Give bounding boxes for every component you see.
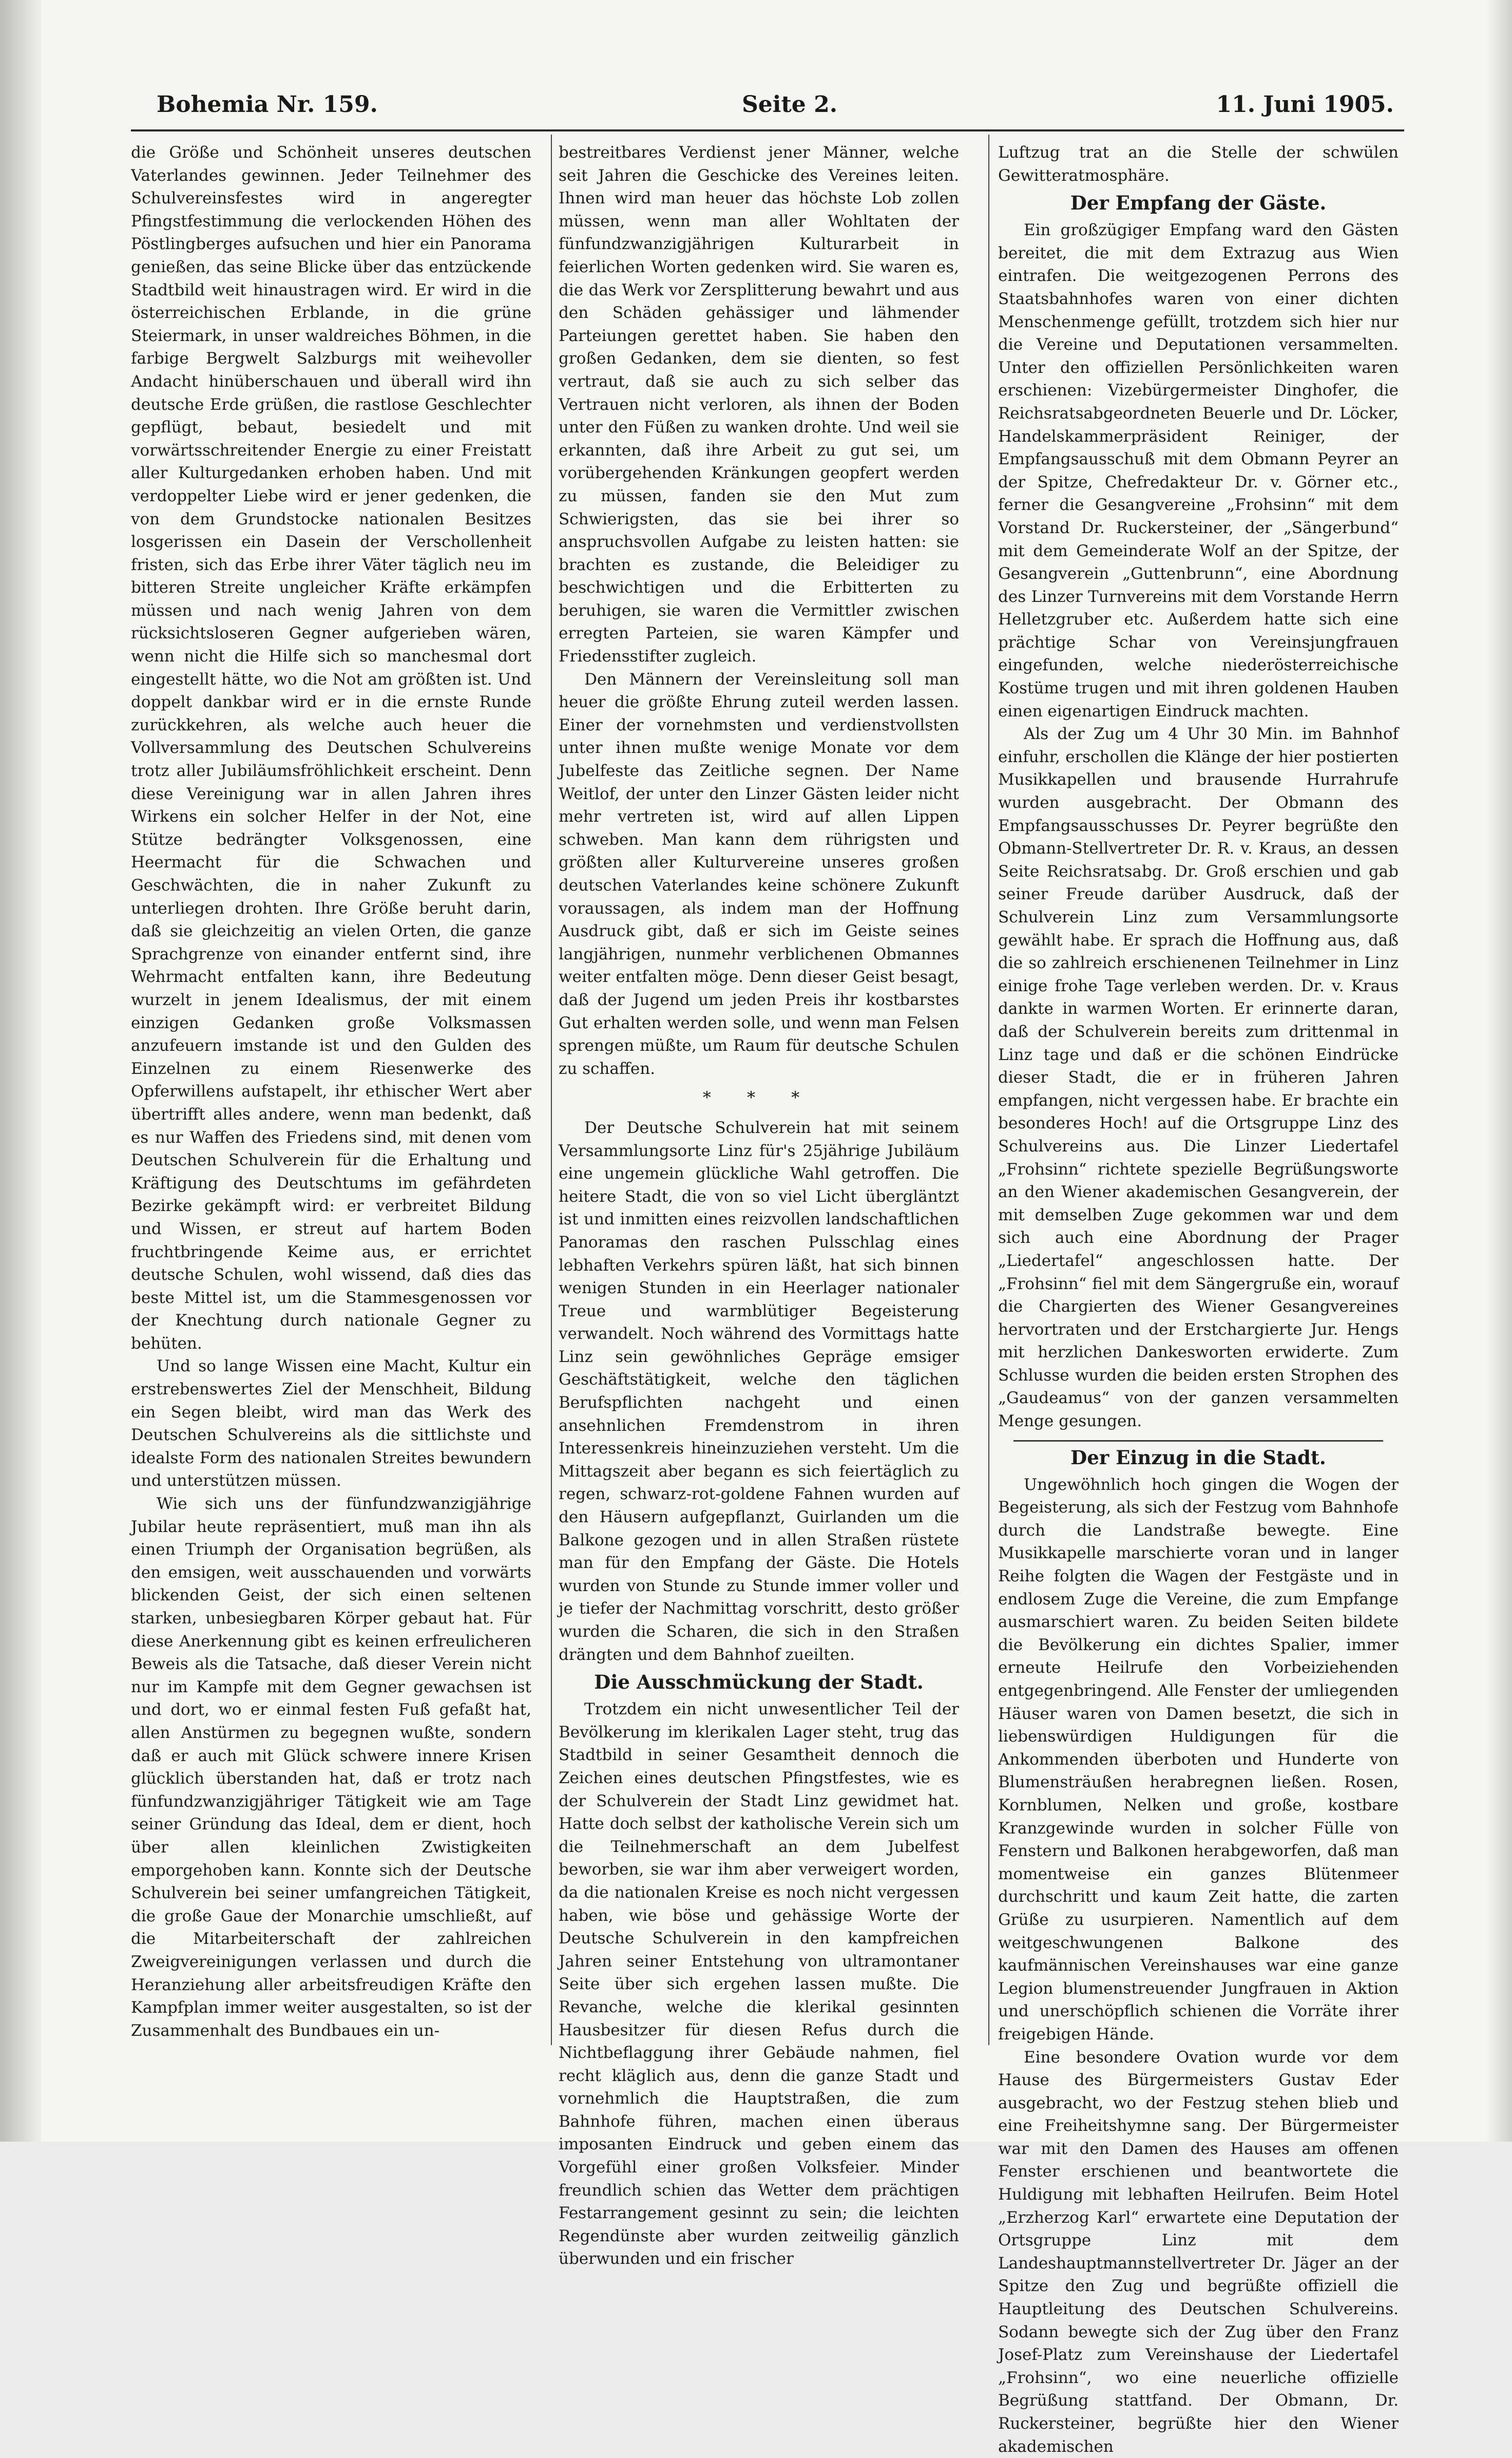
section-rule [1013, 1440, 1383, 1442]
article-column-2 [559, 141, 959, 2052]
issue-date: 11. Juni 1905. [1216, 91, 1394, 118]
page-header [157, 91, 1394, 122]
column-divider [551, 135, 552, 2045]
header-rule [131, 129, 1404, 131]
paragraph: die Größe und Schönheit unseres deutschen Vaterlandes gewinnen. Jeder Teilnehmer des Schulvereinsfestes wird in angeregter Pfingstfestimmung die verlockenden Höhen des Pöstlingberges aufsuchen und hier ein Panorama genießen, das seine Blicke über das entzückende Stadtbild weit hinaustragen wird. Er wird in die österreichischen Erblande, in die grüne Steiermark, in unser waldreiches Böhmen, in die farbige Bergwelt Salzburgs mit weihevoller Andacht hinüberschauen und überall wird ihn deutsche Erde grüßen, die rastlose Geschlechter gepflügt, bebaut, besiedelt und mit vorwärtsschreitender Energie zu einer Freistatt aller Kulturgedanken erhoben haben. Und mit verdoppelter Liebe wird er jener gedenken, die von dem Grundstocke nationalen Besitzes losgerissen ein Dasein der Verschollenheit fristen, sich das Erbe ihrer Väter täglich neu im bitteren Streite ungleicher Kräfte erkämpfen müssen und nach wenig Jahren von dem rücksichtsloseren Gegner aufgerieben wären, wenn nicht die Hilfe sich so manchesmal dort eingestellt hätte, wo die Not am größten ist. Und doppelt dankbar wird er in die ernste Runde zurückkehren, als welche auch heuer die Vollversammlung des Deutschen Schulvereins trotz aller Jubiläumsfröhlichkeit erscheint. Denn diese Vereinigung war in allen Jahren ihres Wirkens ein solcher Helfer in der Not, eine Stütze bedrängter Volksgenossen, eine Heermacht für die Schwachen und Geschwächten, die in naher Zukunft zu unterliegen drohten. Ihre Größe beruht darin, daß sie gleichzeitig an vielen Orten, die ganze Sprachgrenze von einander entfernt sind, ihre Wehrmacht entfalten kann, ihre Bedeutung wurzelt in jenem Idealismus, der mit einem einzigen Gedanken große Volksmassen anzufeuern imstande ist und den Gulden des Einzelnen zu einem Riesenwerke des Opferwillens aufstapelt, ihr ethischer Wert aber übertrifft alles andere, wenn man bedenkt, daß es nur Waffen des Friedens sind, mit denen vom Deutschen Schulverein für die Erhaltung und Kräftigung des Deutschtums im gefährdeten Bezirke gekämpft wird: er verbreitet Bildung und Wissen, er streut auf hartem Boden fruchtbringende Keime aus, er errichtet deutsche Schulen, wohl wissend, daß dies das beste Mittel ist, um die Stammesgenossen vor der Knechtung durch nationale Gegner zu behüten. [131, 141, 531, 1355]
paragraph: Luftzug trat an die Stelle der schwülen Gewitteratmosphäre. [998, 141, 1399, 187]
column-divider [988, 135, 989, 2045]
article-column-3 [998, 141, 1399, 2052]
masthead-issue: Bohemia Nr. 159. [157, 91, 378, 118]
paragraph: Ein großzügiger Empfang ward den Gästen bereitet, die mit dem Extrazug aus Wien eintrafen. Die weitgezogenen Perrons des Staatsbahnhofes waren von einer dichten Menschenmenge gefüllt, trotzdem sich hier nur die Vereine und Deputationen versammelten. Unter den offiziellen Persönlichkeiten waren erschienen: Vizebürgermeister Dinghofer, die Reichsratsabgeordneten Beuerle und Dr. Löcker, Handelskammerpräsident Reiniger, der Empfangsausschuß mit dem Obmann Peyrer an der Spitze, Chefredakteur Dr. v. Görner etc., ferner die Gesangvereine „Frohsinn“ mit dem Vorstand Dr. Ruckersteiner, der „Sängerbund“ mit dem Gemeinderate Wolf an der Spitze, der Gesangverein „Guttenbrunn“, eine Abordnung des Linzer Turnvereins mit dem Vorstande Herrn Helletzgruber etc. Außerdem hatte sich eine prächtige Schar von Vereinsjungfrauen eingefunden, welche niederösterreichische Kostüme trugen und mit ihren goldenen Hauben einen eigenartigen Eindruck machten. [998, 219, 1399, 723]
paragraph: Wie sich uns der fünfundzwanzigjährige Jubilar heute repräsentiert, muß man ihn als einen Triumph der Organisation begrüßen, als den emsigen, weit ausschauenden und vorwärts blickenden Geist, der sich einen seltenen starken, unbesiegbaren Körper gebaut hat. Für diese Anerkennung gibt es keinen erfreulicheren Beweis als die Tatsache, daß dieser Verein nicht nur im Kampfe mit dem Gegner gewachsen ist und dort, wo er einmal festen Fuß gefaßt hat, allen Anstürmen zu begegnen wußte, sondern daß er auch mit Glück schwere innere Krisen glücklich überstanden hat, daß er trotz nach fünfundzwanzigjähriger Tätigkeit wie am Tage seiner Gründung das Ideal, dem er dient, hoch über allen kleinlichen Zwistigkeiten emporgehoben kann. Konnte sich der Deutsche Schulverein bei seiner umfangreichen Tätigkeit, die große Gaue der Monarchie umschließt, auf die Mitarbeiterschaft der zahlreichen Zweigvereinigungen verlassen und durch die Heranziehung aller arbeitsfreudigen Kräfte den Kampfplan immer weiter ausgestalten, so ist der Zusammenhalt des Bundbaues ein un- [131, 1492, 531, 2042]
paragraph: Eine besondere Ovation wurde vor dem Hause des Bürgermeisters Gustav Eder ausgebracht, wo der Festzug stehen blieb und eine Freiheitshymne sang. Der Bürgermeister war mit den Damen des Hauses am offenen Fenster erschienen und beantwortete die Huldigung mit lebhaften Heilrufen. Beim Hotel „Erzherzog Karl“ erwartete eine Deputation der Ortsgruppe Linz mit dem Landeshauptmannstellvertreter Dr. Jäger an der Spitze den Zug und begrüßte offiziell die Hauptleitung des Deutschen Schulvereins. Sodann bewegte sich der Zug über den Franz Josef-Platz zum Vereinshause der Liedertafel „Frohsinn“, wo eine neuerliche offizielle Begrüßung stattfand. Der Obmann, Dr. Ruckersteiner, begrüßte hier den Wiener akademischen [998, 2046, 1399, 2458]
section-separator: * * * [559, 1086, 959, 1109]
section-heading-decoration: Die Ausschmückung der Stadt. [559, 1669, 959, 1695]
paragraph: Und so lange Wissen eine Macht, Kultur ein erstrebenswertes Ziel der Menschheit, Bildung ein Segen bleibt, wird man das Werk des Deutschen Schulvereins als die sittlichste und idealste Form des nationalen Streites bewundern und unterstützen müssen. [131, 1355, 531, 1492]
paragraph: Als der Zug um 4 Uhr 30 Min. im Bahnhof einfuhr, erschollen die Klänge der hier postierten Musikkapellen und brausende Hurrahrufe wurden ausgebracht. Der Obmann des Empfangsausschusses Dr. Peyrer begrüßte den Obmann-Stellvertreter Dr. R. v. Kraus, an dessen Seite Reichsratsabg. Dr. Groß erschien und gab seiner Freude darüber Ausdruck, daß der Schulverein Linz zum Versammlungsorte gewählt habe. Er sprach die Hoffnung aus, daß die so zahlreich erschienenen Teilnehmer in Linz einige frohe Tage verleben werden. Dr. v. Kraus dankte in warmen Worten. Er erinnerte daran, daß der Schulverein bereits zum drittenmal in Linz tage und daß er die schönen Eindrücke dieser Stadt, die er in früheren Jahren empfangen, nicht vergessen habe. Er brachte ein besonderes Hoch! auf die Ortsgruppe Linz des Schulvereins aus. Die Linzer Liedertafel „Frohsinn“ richtete spezielle Begrüßungsworte an den Wiener akademischen Gesangverein, der mit demselben Zuge gekommen war und dem sich auch eine Abordnung der Prager „Liedertafel“ angeschlossen hatte. Der „Frohsinn“ fiel mit dem Sängergruße ein, worauf die Chargierten des Wiener Gesangvereines hervortraten und der Erstchargierte Jur. Hengs mit herzlichen Dankesworten erwiderte. Zum Schlusse wurden die beiden ersten Strophen des „Gaudeamus“ von der ganzen versammelten Menge gesungen. [998, 723, 1399, 1432]
paragraph: Trotzdem ein nicht unwesentlicher Teil der Bevölkerung im klerikalen Lager steht, trug das Stadtbild in seiner Gesamtheit dennoch die Zeichen eines deutschen Pfingstfestes, wie es der Schulverein der Stadt Linz gewidmet hat. Hatte doch selbst der katholische Verein sich um die Teilnehmerschaft an dem Jubelfest beworben, sie war ihm aber verweigert worden, da die nationalen Kreise es noch nicht vergessen haben, wie böse und gehässige Worte der Deutsche Schulverein in den kampfreichen Jahren seiner Entstehung von ultramontaner Seite über sich ergehen lassen mußte. Die Revanche, welche die klerikal gesinnten Hausbesitzer für diesen Refus durch die Nichtbeflaggung ihrer Gebäude nahmen, fiel recht kläglich aus, denn die ganze Stadt und vornehmlich die Hauptstraßen, die zum Bahnhofe führen, machen einen überaus imposanten Eindruck und geben einem das Vorgefühl einer großen Volksfeier. Minder freundlich schien das Wetter dem prächtigen Festarrangement gesinnt zu sein; die leichten Regendünste aber wurden zeitweilig gänzlich überwunden und ein frischer [559, 1698, 959, 2271]
paragraph: bestreitbares Verdienst jener Männer, welche seit Jahren die Geschicke des Vereines leiten. Ihnen wird man heuer das höchste Lob zollen müssen, wenn man aller Wohltaten der fünfundzwanzigjährigen Kulturarbeit in feierlichen Worten gedenken wird. Sie waren es, die das Werk vor Zersplitterung bewahrt und aus den Schäden gehässiger und lähmender Parteiungen gerettet haben. Sie haben den großen Gedanken, dem sie dienten, so fest vertraut, daß sie auch zu sich selber das Vertrauen nicht verloren, als ihnen der Boden unter den Füßen zu wanken drohte. Und weil sie erkannten, daß ihre Arbeit zu gut sei, um vorübergehenden Kränkungen geopfert werden zu müssen, fanden sie den Mut zum Schwierigsten, das sie bei ihrer so anspruchsvollen Aufgabe zu leisten hatten: sie brachten es zustande, die Beleidiger zu beschwichtigen und die Erbitterten zu beruhigen, sie waren die Vermittler zwischen erregten Parteien, sie waren Kämpfer und Friedensstifter zugleich. [559, 141, 959, 668]
paragraph: Der Deutsche Schulverein hat mit seinem Versammlungsorte Linz für's 25jährige Jubiläum eine ungemein glückliche Wahl getroffen. Die heitere Stadt, die von so viel Licht übergläntzt ist und inmitten eines reizvollen landschaftlichen Panoramas den raschen Pulsschlag eines lebhaften Verkehrs spüren läßt, hat sich binnen wenigen Stunden in ein Heerlager nationaler Treue und warmblütiger Begeisterung verwandelt. Noch während des Vormittags hatte Linz sein gewöhnliches Gepräge emsiger Geschäftstätigkeit, welche den täglichen Berufspflichten nachgeht und einen ansehnlichen Fremdenstrom in ihren Interessenkreis hineinzuziehen versteht. Um die Mittagszeit aber begann es sich feiertäglich zu regen, schwarz-rot-goldene Fahnen wurden auf den Häusern aufgepflanzt, Guirlanden um die Balkone gezogen und in allen Straßen rüstete man für den Empfang der Gäste. Die Hotels wurden von Stunde zu Stunde immer voller und je tiefer der Nachmittag vorschritt, desto größer wurden die Scharen, die sich in den Straßen drängten und dem Bahnhof zueilten. [559, 1117, 959, 1666]
section-heading-reception: Der Empfang der Gäste. [998, 190, 1399, 216]
section-heading-entry: Der Einzug in die Stadt. [998, 1445, 1399, 1470]
page-number: Seite 2. [742, 91, 837, 118]
paragraph: Den Männern der Vereinsleitung soll man heuer die größte Ehrung zuteil werden lassen. Einer der vornehmsten und verdienstvollsten unter ihnen mußte wenige Monate vor dem Jubelfeste das Zeitliche segnen. Der Name Weitlof, der unter den Linzer Gästen leider nicht mehr vertreten ist, wird auf allen Lippen schweben. Man kann dem rührigsten und größten aller Kulturvereine unseres großen deutschen Vaterlandes keine schönere Zukunft voraussagen, als indem man der Hoffnung Ausdruck gibt, daß er sich im Geiste seines langjährigen, nunmehr verblichenen Obmannes weiter entfalten möge. Denn dieser Geist besagt, daß der Jugend um jeden Preis ihr kostbarstes Gut erhalten werden solle, und wenn man Felsen sprengen müßte, um Raum für deutsche Schulen zu schaffen. [559, 668, 959, 1081]
article-column-1 [131, 141, 531, 2067]
paragraph: Ungewöhnlich hoch gingen die Wogen der Begeisterung, als sich der Festzug vom Bahnhofe durch die Landstraße bewegte. Eine Musikkapelle marschierte voran und in langer Reihe folgten die Wagen der Festgäste und in endlosem Zuge die Vereine, die zum Empfange ausmarschiert waren. Zu beiden Seiten bildete die Bevölkerung ein dichtes Spalier, immer erneute Heilrufe den Vorbeiziehenden entgegenbringend. Alle Fenster der umliegenden Häuser waren von Damen besetzt, die sich in liebenswürdigen Huldigungen für die Ankommenden überboten und Hunderte von Blumensträußen herabregnen ließen. Rosen, Kornblumen, Nelken und große, kostbare Kranzgewinde wurden in solcher Fülle von Fenstern und Balkonen herabgeworfen, daß man momentweise ein ganzes Blütenmeer durchschritt und kaum Zeit hatte, die zarten Grüße zu usurpieren. Namentlich auf dem weitgeschwungenen Balkone des kaufmännischen Vereinshauses war eine ganze Legion blumenstreuender Jungfrauen in Aktion und unerschöpflich schienen die Vorräte ihrer freigebigen Hände. [998, 1473, 1399, 2046]
